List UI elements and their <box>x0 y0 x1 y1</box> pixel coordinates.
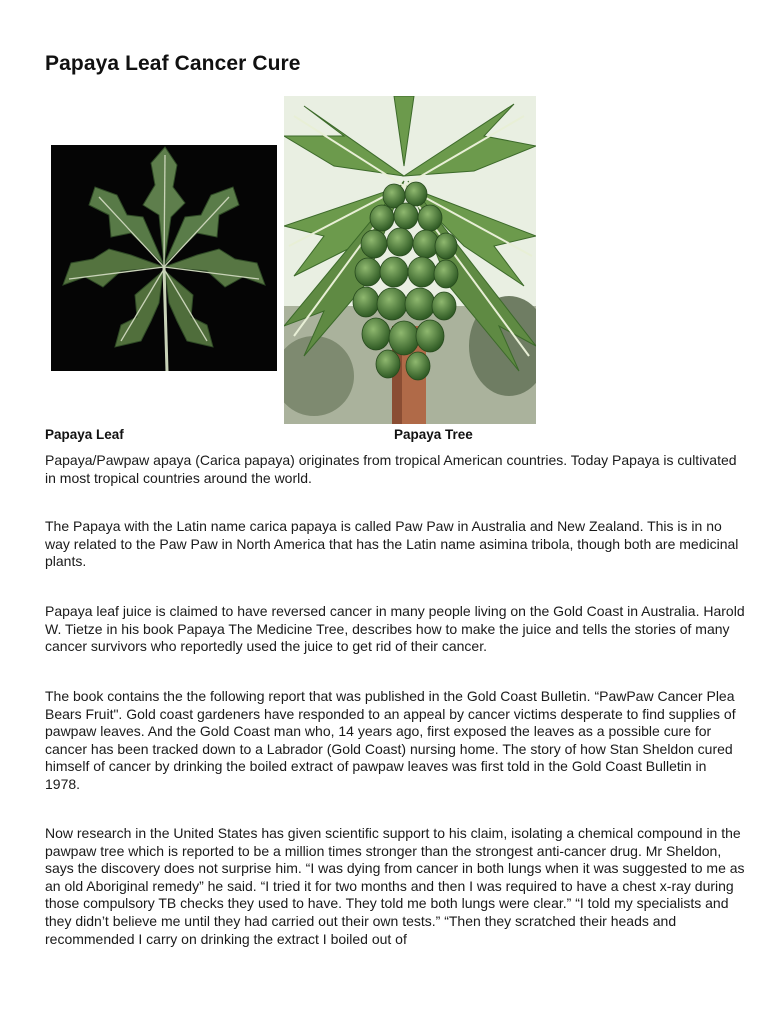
caption-papaya-leaf: Papaya Leaf <box>45 427 124 442</box>
page-title: Papaya Leaf Cancer Cure <box>45 52 301 75</box>
paragraph-leaf-juice: Papaya leaf juice is claimed to have reversed cancer in many people living on the Gold Coast in Australia. Harold W. Tietze in his book Papaya The Medicine Tree, describes how to make the juice and tells the stories of many cancer survivors who reportedly used the juice to get rid of their cancer. <box>45 603 745 655</box>
caption-papaya-tree: Papaya Tree <box>394 427 473 442</box>
papaya-leaf-image <box>51 145 277 371</box>
paragraph-research: Now research in the United States has given scientific support to his claim, isolating a chemical compound in the pawpaw tree which is reported to be a million times stronger than the strongest anti-cancer drug. Mr Sheldon, says the discovery does not surprise him. “I was dying from cancer in both lungs when it was suggested to me as an old Aboriginal remedy” he said. “I tried it for two months and then I was required to have a chest x-ray during those compulsory TB checks they used to have. They told me both lungs were clear.” “I told my specialists and they didn’t believe me until they had carried out their own tests.” “Then they scratched their heads and recommended I carry on drinking the extract I boiled out of <box>45 825 745 947</box>
paragraph-gold-coast-bulletin: The book contains the the following report that was published in the Gold Coast Bulletin. “PawPaw Cancer Plea Bears Fruit". Gold coast gardeners have responded to an appeal by cancer victims desperate to find supplies of pawpaw leaves. And the Gold Coast man who, 14 years ago, first exposed the leaves as a possible cure for cancer has been tracked down to a Labrador (Gold Coast) nursing home. The story of how Stan Sheldon cured himself of cancer by drinking the boiled extract of pawpaw leaves was first told in the Gold Coast Bulletin in 1978. <box>45 688 736 792</box>
paragraph-latin-name: The Papaya with the Latin name carica papaya is called Paw Paw in Australia and New Zealand. This is in no way related to the Paw Paw in North America that has the Latin name asimina tribola, though both are medicinal plants. <box>45 518 739 570</box>
papaya-tree-image <box>284 96 536 424</box>
paragraph-origin: Papaya/Pawpaw apaya (Carica papaya) originates from tropical American countries. Today Papaya is cultivated in most tropical countries around the world. <box>45 452 737 486</box>
